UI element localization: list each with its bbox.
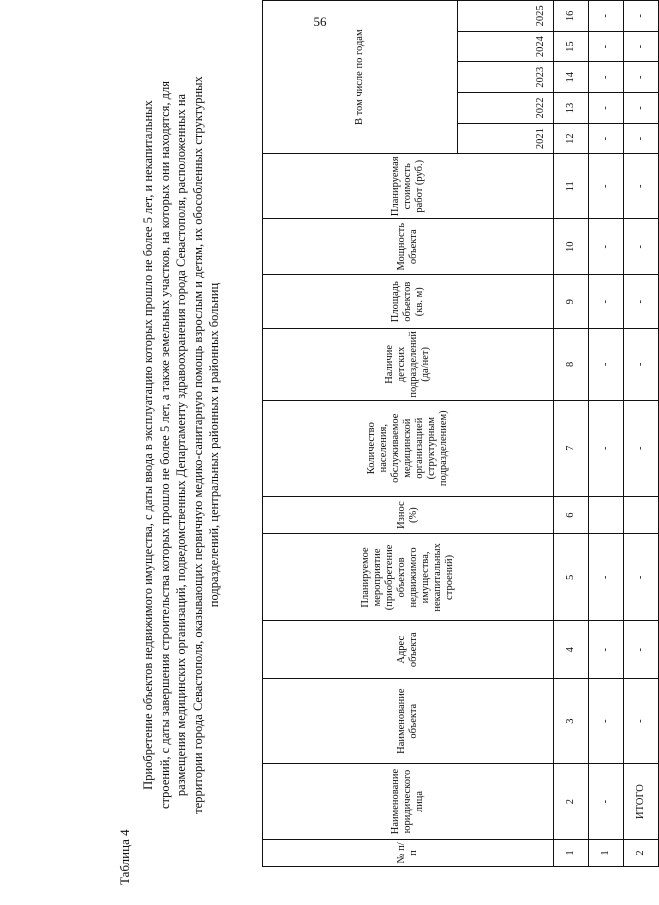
column-number: 11 <box>554 154 589 219</box>
table-cell: 2 <box>624 839 659 866</box>
table-cell: - <box>589 93 624 124</box>
column-number: 14 <box>554 62 589 93</box>
table-cell: - <box>624 154 659 219</box>
column-number: 13 <box>554 93 589 124</box>
year-header: 2021 <box>458 123 554 154</box>
col-header-object-name: Наименование объекта <box>263 679 554 764</box>
column-number: 2 <box>554 764 589 840</box>
col-header-wear: Износ (%) <box>263 496 554 534</box>
table-label: Таблица 4 <box>117 829 132 885</box>
table-cell: - <box>589 62 624 93</box>
column-number: 15 <box>554 31 589 62</box>
table-cell: - <box>589 154 624 219</box>
col-header-area: Площадь объектов (кв. м) <box>263 275 554 329</box>
table-cell: - <box>589 400 624 496</box>
table-cell: - <box>624 123 659 154</box>
column-number: 16 <box>554 1 589 32</box>
table-cell: - <box>589 123 624 154</box>
table-cell: - <box>624 400 659 496</box>
table-cell: - <box>589 621 624 679</box>
header-row <box>263 1 458 867</box>
table-cell: - <box>589 534 624 621</box>
column-number: 7 <box>554 400 589 496</box>
table-cell: - <box>624 62 659 93</box>
table-cell: - <box>624 219 659 275</box>
table-cell: - <box>624 93 659 124</box>
table-cell: - <box>624 621 659 679</box>
column-number: 5 <box>554 534 589 621</box>
year-header: 2023 <box>458 62 554 93</box>
table-cell: - <box>624 329 659 401</box>
col-header-children-units: Наличие детских подразделений (да/нет) <box>263 329 554 401</box>
col-header-entity: Наименование юридического лица <box>263 764 554 840</box>
col-header-num: № п/п <box>263 839 554 866</box>
column-number: 9 <box>554 275 589 329</box>
column-number: 8 <box>554 329 589 401</box>
year-header: 2022 <box>458 93 554 124</box>
year-header: 2024 <box>458 31 554 62</box>
table-title: Приобретение объектов недвижимого имущества, с даты ввода в эксплуатацию которых прошло не более 5 лет, и некапитальных строений, с даты завершения строительства которых прошло не более 5 лет, а также земельных участков, на которых они находятся, для размещения медицинских организаций, подведомственных Департаменту здравоохранения города Севастополя, расположенных на территории города Севастополя, оказывающих первичную медико-санитарную помощь взрослым и детям, их обособленных структурных подразделений, центральных районных и районных больниц <box>141 76 221 814</box>
table-cell: - <box>589 219 624 275</box>
column-number: 10 <box>554 219 589 275</box>
table-cell: - <box>624 1 659 32</box>
table-cell <box>624 496 659 534</box>
table-cell: - <box>624 679 659 764</box>
column-number: 12 <box>554 123 589 154</box>
table-row <box>589 1 624 867</box>
table-row <box>624 1 659 867</box>
col-header-planned-action: Планируемое мероприятие (приобретение объектов недвижимого имущества, некапитальных строений) <box>263 534 554 621</box>
col-header-population: Количество населения, обслуживаемое медицинской организацией (структурным подразделением) <box>263 400 554 496</box>
col-header-cost: Планируемая стоимость работ (руб.) <box>263 154 554 219</box>
year-header: 2025 <box>458 1 554 32</box>
table-cell: - <box>589 679 624 764</box>
col-header-capacity: Мощность объекта <box>263 219 554 275</box>
table-cell: - <box>589 31 624 62</box>
table-cell: ИТОГО <box>624 764 659 840</box>
col-header-years-group: В том числе по годам <box>263 1 458 154</box>
table-cell <box>589 496 624 534</box>
table-cell: - <box>624 534 659 621</box>
table-cell: - <box>589 275 624 329</box>
table-cell: - <box>589 764 624 840</box>
page-number: 56 <box>313 14 327 29</box>
table-cell: - <box>589 1 624 32</box>
table-cell: - <box>624 31 659 62</box>
column-number: 1 <box>554 839 589 866</box>
data-table <box>262 0 659 867</box>
column-number-row <box>554 1 589 867</box>
table-cell: - <box>589 329 624 401</box>
column-number: 6 <box>554 496 589 534</box>
col-header-address: Адрес объекта <box>263 621 554 679</box>
column-number: 3 <box>554 679 589 764</box>
table-cell: - <box>624 275 659 329</box>
column-number: 4 <box>554 621 589 679</box>
table-cell: 1 <box>589 839 624 866</box>
